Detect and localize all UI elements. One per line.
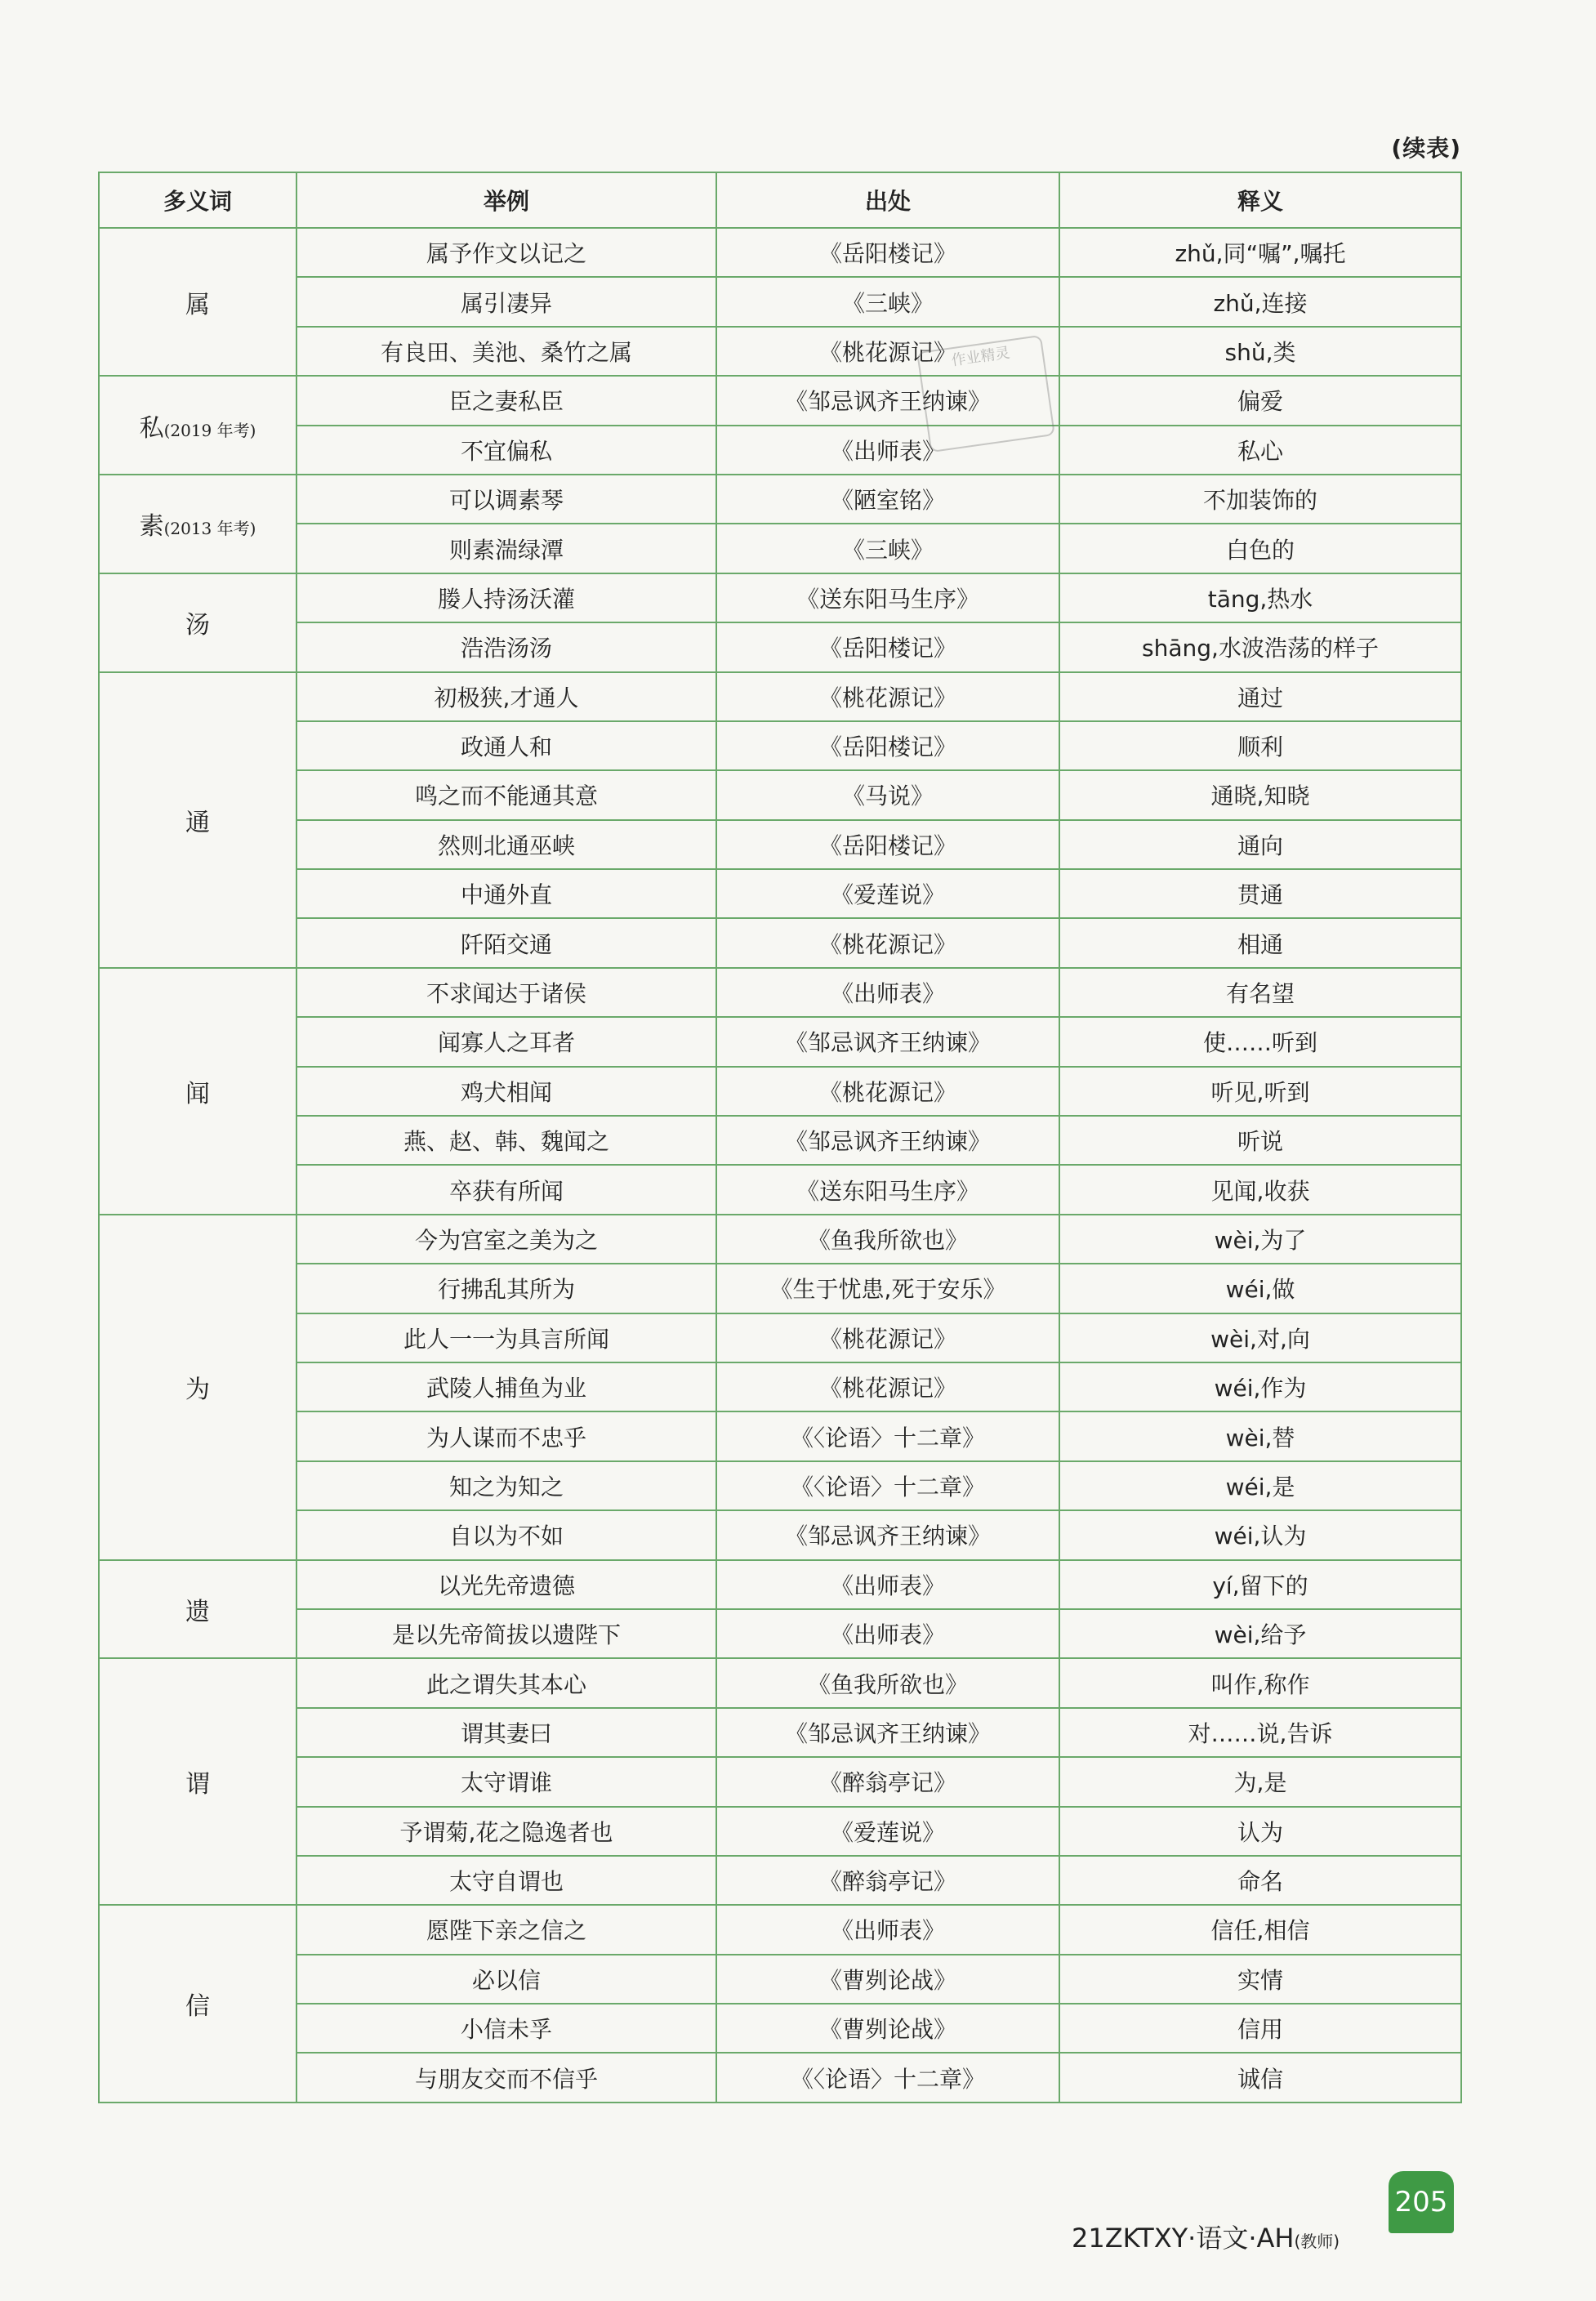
example-cell: 与朋友交而不信乎 (296, 2053, 716, 2102)
source-cell: 《出师表》 (716, 1560, 1059, 1609)
source-cell: 《岳阳楼记》 (716, 820, 1059, 869)
exam-year-tag: (2013 年考) (163, 519, 256, 539)
polysemy-word: 素 (139, 512, 164, 542)
meaning-cell: yí,留下的 (1059, 1560, 1461, 1609)
example-cell: 则素湍绿潭 (296, 524, 716, 573)
meaning-cell: wèi,给予 (1059, 1609, 1461, 1658)
table-row (99, 770, 1461, 819)
table-row (99, 1411, 1461, 1460)
example-cell: 太守自谓也 (296, 1856, 716, 1905)
polysemy-word: 为 (185, 1376, 210, 1405)
polysemy-word-cell (99, 573, 296, 672)
table-row (99, 622, 1461, 671)
source-cell: 《鱼我所欲也》 (716, 1215, 1059, 1264)
example-cell: 不宜偏私 (296, 426, 716, 475)
table-row (99, 820, 1461, 869)
example-cell: 不求闻达于诸侯 (296, 968, 716, 1017)
table-body (99, 228, 1461, 2103)
meaning-cell: 偏爱 (1059, 376, 1461, 425)
table-row (99, 2053, 1461, 2102)
meaning-cell: wéi,认为 (1059, 1510, 1461, 1559)
example-cell: 为人谋而不忠乎 (296, 1411, 716, 1460)
table-row (99, 524, 1461, 573)
polysemy-word-cell (99, 1658, 296, 1905)
table-row (99, 1165, 1461, 1214)
example-cell: 行拂乱其所为 (296, 1264, 716, 1313)
meaning-cell: shāng,水波浩荡的样子 (1059, 622, 1461, 671)
header-word: 多义词 (99, 172, 296, 228)
table-row (99, 1955, 1461, 2004)
meaning-cell: 贯通 (1059, 869, 1461, 918)
table-row (99, 1856, 1461, 1905)
polysemy-word: 汤 (185, 611, 210, 640)
source-cell: 《岳阳楼记》 (716, 228, 1059, 277)
example-cell: 必以信 (296, 1955, 716, 2004)
polysemy-word-cell (99, 475, 296, 573)
meaning-cell: 见闻,收获 (1059, 1165, 1461, 1214)
source-cell: 《〈论语〉十二章》 (716, 1411, 1059, 1460)
table-row (99, 1658, 1461, 1707)
example-cell: 鸣之而不能通其意 (296, 770, 716, 819)
example-cell: 太守谓谁 (296, 1757, 716, 1806)
source-cell: 《曹刿论战》 (716, 1955, 1059, 2004)
source-cell: 《〈论语〉十二章》 (716, 1461, 1059, 1510)
example-cell: 中通外直 (296, 869, 716, 918)
source-cell: 《曹刿论战》 (716, 2004, 1059, 2053)
table-row (99, 475, 1461, 524)
meaning-cell: 顺利 (1059, 721, 1461, 770)
source-cell: 《岳阳楼记》 (716, 721, 1059, 770)
source-cell: 《三峡》 (716, 277, 1059, 326)
polysemy-word-cell (99, 1560, 296, 1659)
header-meaning: 释义 (1059, 172, 1461, 228)
meaning-cell: shǔ,类 (1059, 327, 1461, 376)
source-cell: 《桃花源记》 (716, 1067, 1059, 1116)
source-cell: 《爱莲说》 (716, 869, 1059, 918)
example-cell: 此人一一为具言所闻 (296, 1313, 716, 1362)
source-cell: 《桃花源记》 (716, 327, 1059, 376)
header-example: 举例 (296, 172, 716, 228)
example-cell: 有良田、美池、桑竹之属 (296, 327, 716, 376)
example-cell: 谓其妻曰 (296, 1708, 716, 1757)
polysemy-word-cell (99, 672, 296, 968)
meaning-cell: 通向 (1059, 820, 1461, 869)
meaning-cell: 相通 (1059, 918, 1461, 967)
table-row (99, 1807, 1461, 1856)
table-row (99, 1757, 1461, 1806)
table-row (99, 1510, 1461, 1559)
example-cell: 小信未孚 (296, 2004, 716, 2053)
source-cell: 《送东阳马生序》 (716, 1165, 1059, 1214)
table-row (99, 327, 1461, 376)
source-cell: 《陋室铭》 (716, 475, 1059, 524)
example-cell: 然则北通巫峡 (296, 820, 716, 869)
meaning-cell: wèi,替 (1059, 1411, 1461, 1460)
source-cell: 《邹忌讽齐王纳谏》 (716, 1708, 1059, 1757)
polysemy-word: 私 (139, 413, 164, 443)
meaning-cell: 诚信 (1059, 2053, 1461, 2102)
meaning-cell: tāng,热水 (1059, 573, 1461, 622)
table-row (99, 672, 1461, 721)
watermark-stamp: 作业精灵 (916, 335, 1055, 453)
table-row (99, 2004, 1461, 2053)
source-cell: 《邹忌讽齐王纳谏》 (716, 376, 1059, 425)
example-cell: 以光先帝遗德 (296, 1560, 716, 1609)
source-cell: 《桃花源记》 (716, 672, 1059, 721)
table-row (99, 1313, 1461, 1362)
footer-code (1072, 2218, 1340, 2255)
meaning-cell: wéi,做 (1059, 1264, 1461, 1313)
source-cell: 《爱莲说》 (716, 1807, 1059, 1856)
header-source: 出处 (716, 172, 1059, 228)
table-row (99, 1461, 1461, 1510)
table-row (99, 721, 1461, 770)
meaning-cell: 听见,听到 (1059, 1067, 1461, 1116)
meaning-cell: 有名望 (1059, 968, 1461, 1017)
source-cell: 《邹忌讽齐王纳谏》 (716, 1116, 1059, 1165)
example-cell: 政通人和 (296, 721, 716, 770)
meaning-cell: zhǔ,同“嘱”,嘱托 (1059, 228, 1461, 277)
meaning-cell: 认为 (1059, 1807, 1461, 1856)
table-row (99, 1264, 1461, 1313)
continued-label: (续表) (1391, 135, 1461, 162)
table-row (99, 426, 1461, 475)
source-cell: 《三峡》 (716, 524, 1059, 573)
table-row (99, 918, 1461, 967)
example-cell: 是以先帝简拔以遗陛下 (296, 1609, 716, 1658)
source-cell: 《马说》 (716, 770, 1059, 819)
example-cell: 知之为知之 (296, 1461, 716, 1510)
example-cell: 鸡犬相闻 (296, 1067, 716, 1116)
source-cell: 《送东阳马生序》 (716, 573, 1059, 622)
polysemy-word: 属 (185, 290, 210, 319)
source-cell: 《醉翁亭记》 (716, 1757, 1059, 1806)
source-cell: 《岳阳楼记》 (716, 622, 1059, 671)
polysemy-word-cell (99, 376, 296, 475)
footer-role: (教师) (1294, 2232, 1340, 2251)
table-header-row (99, 172, 1461, 228)
example-cell: 予谓菊,花之隐逸者也 (296, 1807, 716, 1856)
table-row (99, 968, 1461, 1017)
meaning-cell: 对……说,告诉 (1059, 1708, 1461, 1757)
polysemy-word: 通 (185, 808, 210, 837)
source-cell: 《桃花源记》 (716, 918, 1059, 967)
table-row (99, 573, 1461, 622)
meaning-cell: 实情 (1059, 1955, 1461, 2004)
example-cell: 自以为不如 (296, 1510, 716, 1559)
source-cell: 《〈论语〉十二章》 (716, 2053, 1059, 2102)
polysemy-word-cell (99, 968, 296, 1215)
example-cell: 武陵人捕鱼为业 (296, 1362, 716, 1411)
meaning-cell: 叫作,称作 (1059, 1658, 1461, 1707)
source-cell: 《桃花源记》 (716, 1313, 1059, 1362)
table-row (99, 1708, 1461, 1757)
example-cell: 卒获有所闻 (296, 1165, 716, 1214)
source-cell: 《出师表》 (716, 1905, 1059, 1954)
example-cell: 属引凄异 (296, 277, 716, 326)
meaning-cell: 信任,相信 (1059, 1905, 1461, 1954)
meaning-cell: wéi,是 (1059, 1461, 1461, 1510)
table-row (99, 1017, 1461, 1066)
polysemy-word-cell (99, 228, 296, 376)
table-row (99, 1905, 1461, 1954)
meaning-cell: 通过 (1059, 672, 1461, 721)
meaning-cell: 白色的 (1059, 524, 1461, 573)
table-row (99, 277, 1461, 326)
meaning-cell: wèi,对,向 (1059, 1313, 1461, 1362)
example-cell: 臣之妻私臣 (296, 376, 716, 425)
example-cell: 属予作文以记之 (296, 228, 716, 277)
source-cell: 《邹忌讽齐王纳谏》 (716, 1510, 1059, 1559)
table-row (99, 228, 1461, 277)
meaning-cell: 听说 (1059, 1116, 1461, 1165)
table-row (99, 1215, 1461, 1264)
example-cell: 今为宫室之美为之 (296, 1215, 716, 1264)
source-cell: 《鱼我所欲也》 (716, 1658, 1059, 1707)
example-cell: 闻寡人之耳者 (296, 1017, 716, 1066)
polysemy-word: 谓 (185, 1770, 210, 1799)
meaning-cell: 使……听到 (1059, 1017, 1461, 1066)
table-row (99, 1609, 1461, 1658)
footer-book-code: 21ZKTXY·语文·AH (1072, 2223, 1295, 2254)
example-cell: 燕、赵、韩、魏闻之 (296, 1116, 716, 1165)
table-row (99, 1362, 1461, 1411)
polysemy-word: 闻 (185, 1079, 210, 1108)
table-row (99, 376, 1461, 425)
page-number: 205 (1389, 2171, 1454, 2233)
source-cell: 《桃花源记》 (716, 1362, 1059, 1411)
source-cell: 《出师表》 (716, 968, 1059, 1017)
meaning-cell: 私心 (1059, 426, 1461, 475)
meaning-cell: 为,是 (1059, 1757, 1461, 1806)
source-cell: 《邹忌讽齐王纳谏》 (716, 1017, 1059, 1066)
polysemy-table (98, 172, 1462, 2103)
source-cell: 《出师表》 (716, 1609, 1059, 1658)
meaning-cell: zhǔ,连接 (1059, 277, 1461, 326)
polysemy-word-cell (99, 1215, 296, 1560)
table-row (99, 869, 1461, 918)
example-cell: 可以调素琴 (296, 475, 716, 524)
meaning-cell: 不加装饰的 (1059, 475, 1461, 524)
exam-year-tag: (2019 年考) (163, 420, 256, 440)
polysemy-word: 信 (185, 1992, 210, 2022)
table-row (99, 1067, 1461, 1116)
source-cell: 《生于忧患,死于安乐》 (716, 1264, 1059, 1313)
polysemy-word: 遗 (185, 1597, 210, 1626)
meaning-cell: wèi,为了 (1059, 1215, 1461, 1264)
table-row (99, 1560, 1461, 1609)
meaning-cell: 通晓,知晓 (1059, 770, 1461, 819)
polysemy-word-cell (99, 1905, 296, 2103)
example-cell: 浩浩汤汤 (296, 622, 716, 671)
example-cell: 媵人持汤沃灌 (296, 573, 716, 622)
meaning-cell: wéi,作为 (1059, 1362, 1461, 1411)
table-row (99, 1116, 1461, 1165)
example-cell: 阡陌交通 (296, 918, 716, 967)
source-cell: 《出师表》 (716, 426, 1059, 475)
source-cell: 《醉翁亭记》 (716, 1856, 1059, 1905)
meaning-cell: 命名 (1059, 1856, 1461, 1905)
meaning-cell: 信用 (1059, 2004, 1461, 2053)
example-cell: 初极狭,才通人 (296, 672, 716, 721)
example-cell: 此之谓失其本心 (296, 1658, 716, 1707)
example-cell: 愿陛下亲之信之 (296, 1905, 716, 1954)
